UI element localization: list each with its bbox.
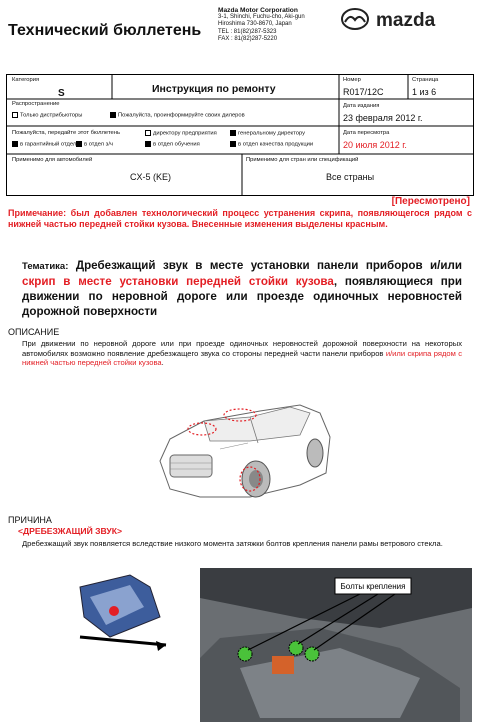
description-text: При движении по неровной дороге или при проезде одиночных неровностей дорожной поверхности на некоторых автомобилях возможно появление дребезжащего звука со стороны передней части панели приборов и/или скрипа рядом с нижней частью передней стойки кузова. <box>22 339 462 367</box>
revision-value: 20 июля 2012 г. <box>343 140 407 150</box>
checkbox-empty <box>12 112 18 118</box>
cause-heading: ПРИЧИНА <box>8 515 52 525</box>
doc-type: Инструкция по ремонту <box>152 83 276 95</box>
revised-badge: [Пересмотрено] <box>391 196 470 207</box>
company-address <box>218 7 305 43</box>
pass-option: генеральному директору <box>230 130 305 137</box>
revision-note: Примечание: был добавлен технологический процесс устранения скрипа, появляющегося рядом с нижней частью передней стойки кузова. Внесенные изменения выделены красным. <box>8 208 472 229</box>
cause-subheading: <ДРЕБЕЗЖАЩИЙ ЗВУК> <box>18 526 123 536</box>
car-illustration <box>140 393 340 513</box>
pass-option: в гарантийный отдел <box>12 141 76 148</box>
description-heading: ОПИСАНИЕ <box>8 327 60 337</box>
address-line: 3-1, Shinchi, Fuchu-cho, Aki-gun <box>218 14 305 21</box>
pass-option: в отдел з/ч <box>76 141 113 148</box>
issue-value: 23 февраля 2012 г. <box>343 113 423 123</box>
inset-diagram <box>70 567 170 657</box>
bolts-callout: Болты крепления <box>340 582 406 591</box>
revision-label: Дата пересмотра <box>343 130 390 136</box>
vehicle-value: CX-5 (KE) <box>130 172 172 182</box>
dist-option-2: Пожалуйста, проинформируйте своих дилеров <box>110 112 245 119</box>
pass-option: директору предприятия <box>145 130 217 137</box>
company-name: Mazda Motor Corporation <box>218 7 298 14</box>
pass-option: в отдел качества продукции <box>230 141 313 148</box>
cause-text: Дребезжащий звук появляется вследствие низкого момента затяжки болтов крепления панели рамы ветрового стекла. <box>22 539 443 548</box>
distribution-label: Распространение <box>12 101 60 107</box>
topic-text-end: , появляющиеся при движении по неровной дороге или проезде одиночных неровностей дорожной поверхности <box>22 275 463 318</box>
category-value: S <box>58 88 65 99</box>
mazda-logo <box>340 7 470 31</box>
number-label: Номер <box>343 77 361 83</box>
logo-text: mazda <box>376 10 436 31</box>
number-value: R017/12C <box>343 87 384 97</box>
page-label: Страница <box>412 77 439 83</box>
category-label: Категория <box>12 77 40 83</box>
pass-label: Пожалуйста, передайте этот бюллетень <box>12 130 120 136</box>
country-value: Все страны <box>326 172 375 182</box>
country-label: Применимо для стран или спецификаций <box>246 157 359 163</box>
pass-option: в отдел обучения <box>145 141 200 148</box>
vehicle-label: Применимо для автомобилей <box>12 157 93 163</box>
dist-option-1: Только дистрибьюторы <box>12 112 82 119</box>
topic-text-red: скрип в месте установки передней стойки кузова <box>22 275 334 288</box>
address-line: TEL : 81(82)287-5323 <box>218 28 277 35</box>
checkbox-filled <box>110 112 116 118</box>
bolts-photo <box>200 568 472 722</box>
topic-text: Дребезжащий звук в месте установки панели приборов и/или <box>75 259 463 272</box>
topic-label: Тематика: <box>22 261 69 272</box>
issue-label: Дата издания <box>343 103 380 109</box>
address-line: Hiroshima 730-8670, Japan <box>218 21 292 28</box>
bulletin-title: Технический бюллетень <box>8 22 202 39</box>
page-value: 1 из 6 <box>412 87 437 97</box>
topic <box>22 258 462 319</box>
address-line: FAX : 81(82)287-5220 <box>218 35 278 42</box>
